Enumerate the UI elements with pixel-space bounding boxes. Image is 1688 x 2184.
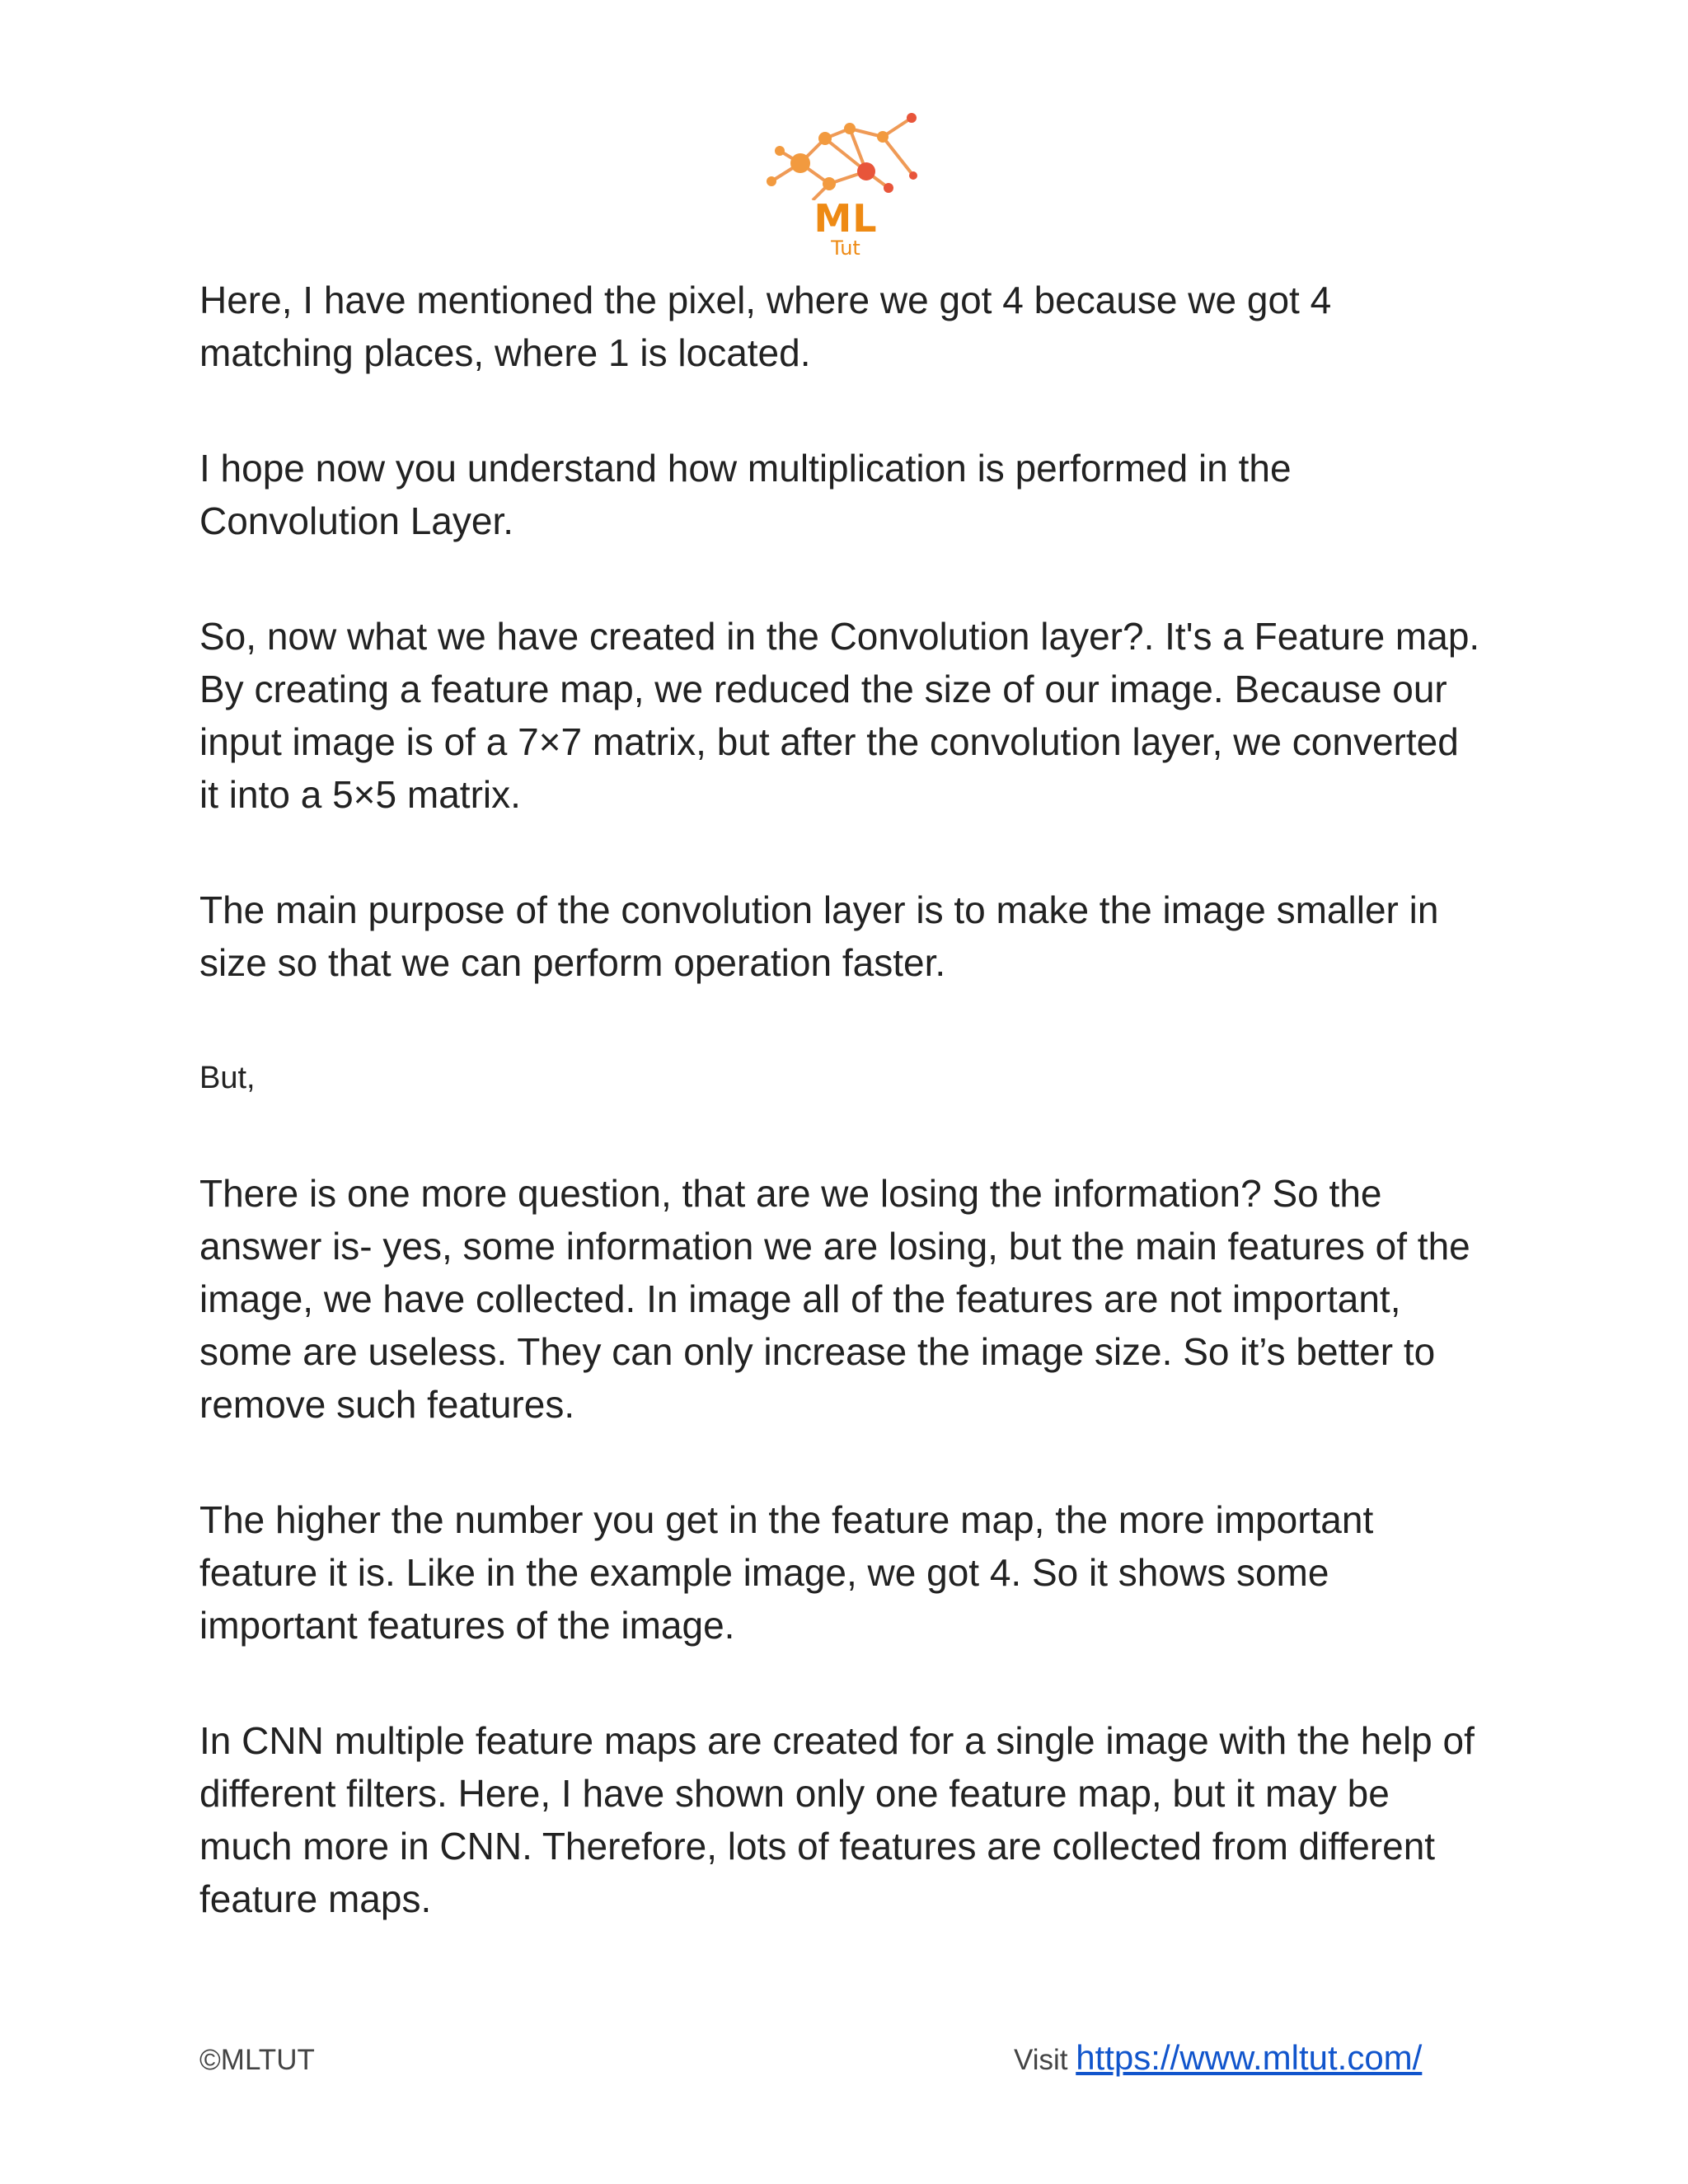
document-body (199, 274, 1485, 1988)
paragraph: The higher the number you get in the feature map, the more important feature it is. Like in the example image, we got 4. So it shows some important features of the image. (199, 1498, 1374, 1647)
network-graph-icon (763, 105, 928, 200)
paragraph: In CNN multiple feature maps are created for a single image with the help of different filters. Here, I have shown only one feature map, but it may be much more in CNN. Therefore, lots of features are collected from different feature maps. (199, 1719, 1475, 1920)
footer-visit (1014, 2036, 1422, 2083)
visit-label: Visit (1014, 2044, 1068, 2076)
footer-copyright: ©MLTUT (199, 2044, 315, 2076)
website-link[interactable]: https://www.mltut.com/ (1076, 2038, 1423, 2077)
paragraph: Here, I have mentioned the pixel, where we got 4 because we got 4 matching places, where 1 is located. (199, 279, 1332, 374)
logo-subtitle: Tut (831, 237, 860, 260)
paragraph: So, now what we have created in the Convolution layer?. It's a Feature map. By creating a feature map, we reduced the size of our image. Because our input image is of a 7×7 matrix, but after the convolution layer, we converted it into a 5×5 matrix. (199, 615, 1480, 816)
paragraph: I hope now you understand how multiplication is performed in the Convolution Layer. (199, 447, 1292, 542)
paragraph: But, (199, 1061, 256, 1095)
paragraph: There is one more question, that are we losing the information? So the answer is- yes, some information we are losing, but the main features of the image, we have collected. In image all of the features are not important, some are useless. They can only increase the image size. So it’s better to remove such features. (199, 1172, 1470, 1426)
paragraph: The main purpose of the convolution layer is to make the image smaller in size so that we can perform operation faster. (199, 888, 1439, 984)
logo-title: ML (814, 196, 878, 241)
mltut-logo (763, 105, 928, 262)
